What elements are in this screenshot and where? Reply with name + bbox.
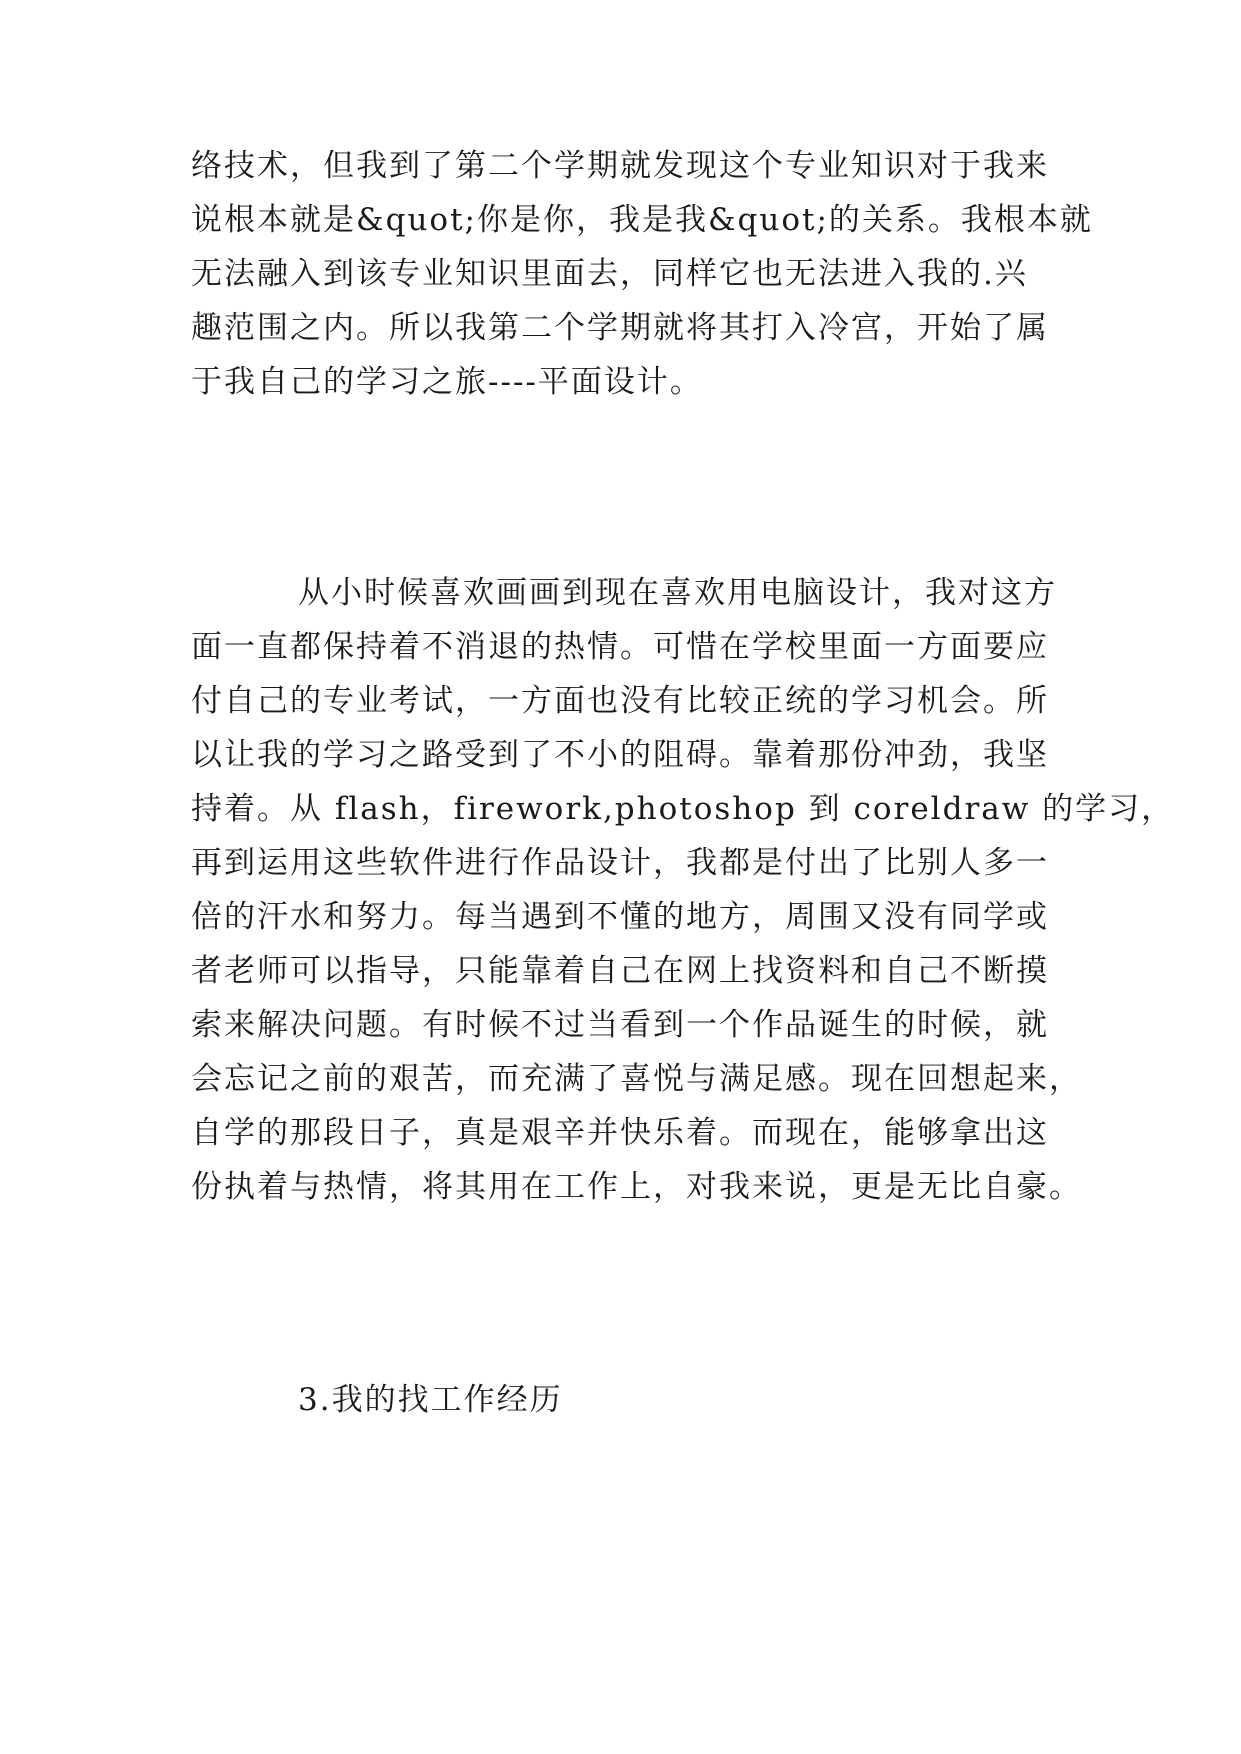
text-line: 倍的汗水和努力。每当遇到不懂的地方，周围又没有同学或 bbox=[191, 899, 1049, 935]
text-line: 从小时候喜欢画画到现在喜欢用电脑设计，我对这方 bbox=[298, 575, 1057, 611]
text-line: 面一直都保持着不消退的热情。可惜在学校里面一方面要应 bbox=[191, 629, 1049, 665]
section-heading: 3.我的找工作经历 bbox=[298, 1382, 563, 1418]
text-line: 持着。从 flash，firework,photoshop 到 coreldraw 的学习， bbox=[191, 791, 1175, 827]
text-line: 付自己的专业考试，一方面也没有比较正统的学习机会。所 bbox=[191, 683, 1049, 719]
text-line: 说根本就是&quot;你是你，我是我&quot;的关系。我根本就 bbox=[191, 202, 1093, 238]
text-line: 以让我的学习之路受到了不小的阻碍。靠着那份冲劲，我坚 bbox=[191, 737, 1049, 773]
text-line: 络技术，但我到了第二个学期就发现这个专业知识对于我来 bbox=[191, 148, 1049, 184]
text-line: 再到运用这些软件进行作品设计，我都是付出了比别人多一 bbox=[191, 845, 1049, 881]
text-line: 趣范围之内。所以我第二个学期就将其打入冷宫，开始了属 bbox=[191, 310, 1049, 346]
text-line: 自学的那段日子，真是艰辛并快乐着。而现在，能够拿出这 bbox=[191, 1115, 1049, 1151]
text-line: 于我自己的学习之旅----平面设计。 bbox=[191, 364, 703, 400]
text-line: 会忘记之前的艰苦，而充满了喜悦与满足感。现在回想起来， bbox=[191, 1061, 1082, 1097]
text-line: 索来解决问题。有时候不过当看到一个作品诞生的时候，就 bbox=[191, 1007, 1049, 1043]
text-line: 者老师可以指导，只能靠着自己在网上找资料和自己不断摸 bbox=[191, 953, 1049, 989]
text-line: 无法融入到该专业知识里面去，同样它也无法进入我的.兴 bbox=[191, 256, 1028, 292]
text-line: 份执着与热情，将其用在工作上，对我来说，更是无比自豪。 bbox=[191, 1169, 1082, 1205]
